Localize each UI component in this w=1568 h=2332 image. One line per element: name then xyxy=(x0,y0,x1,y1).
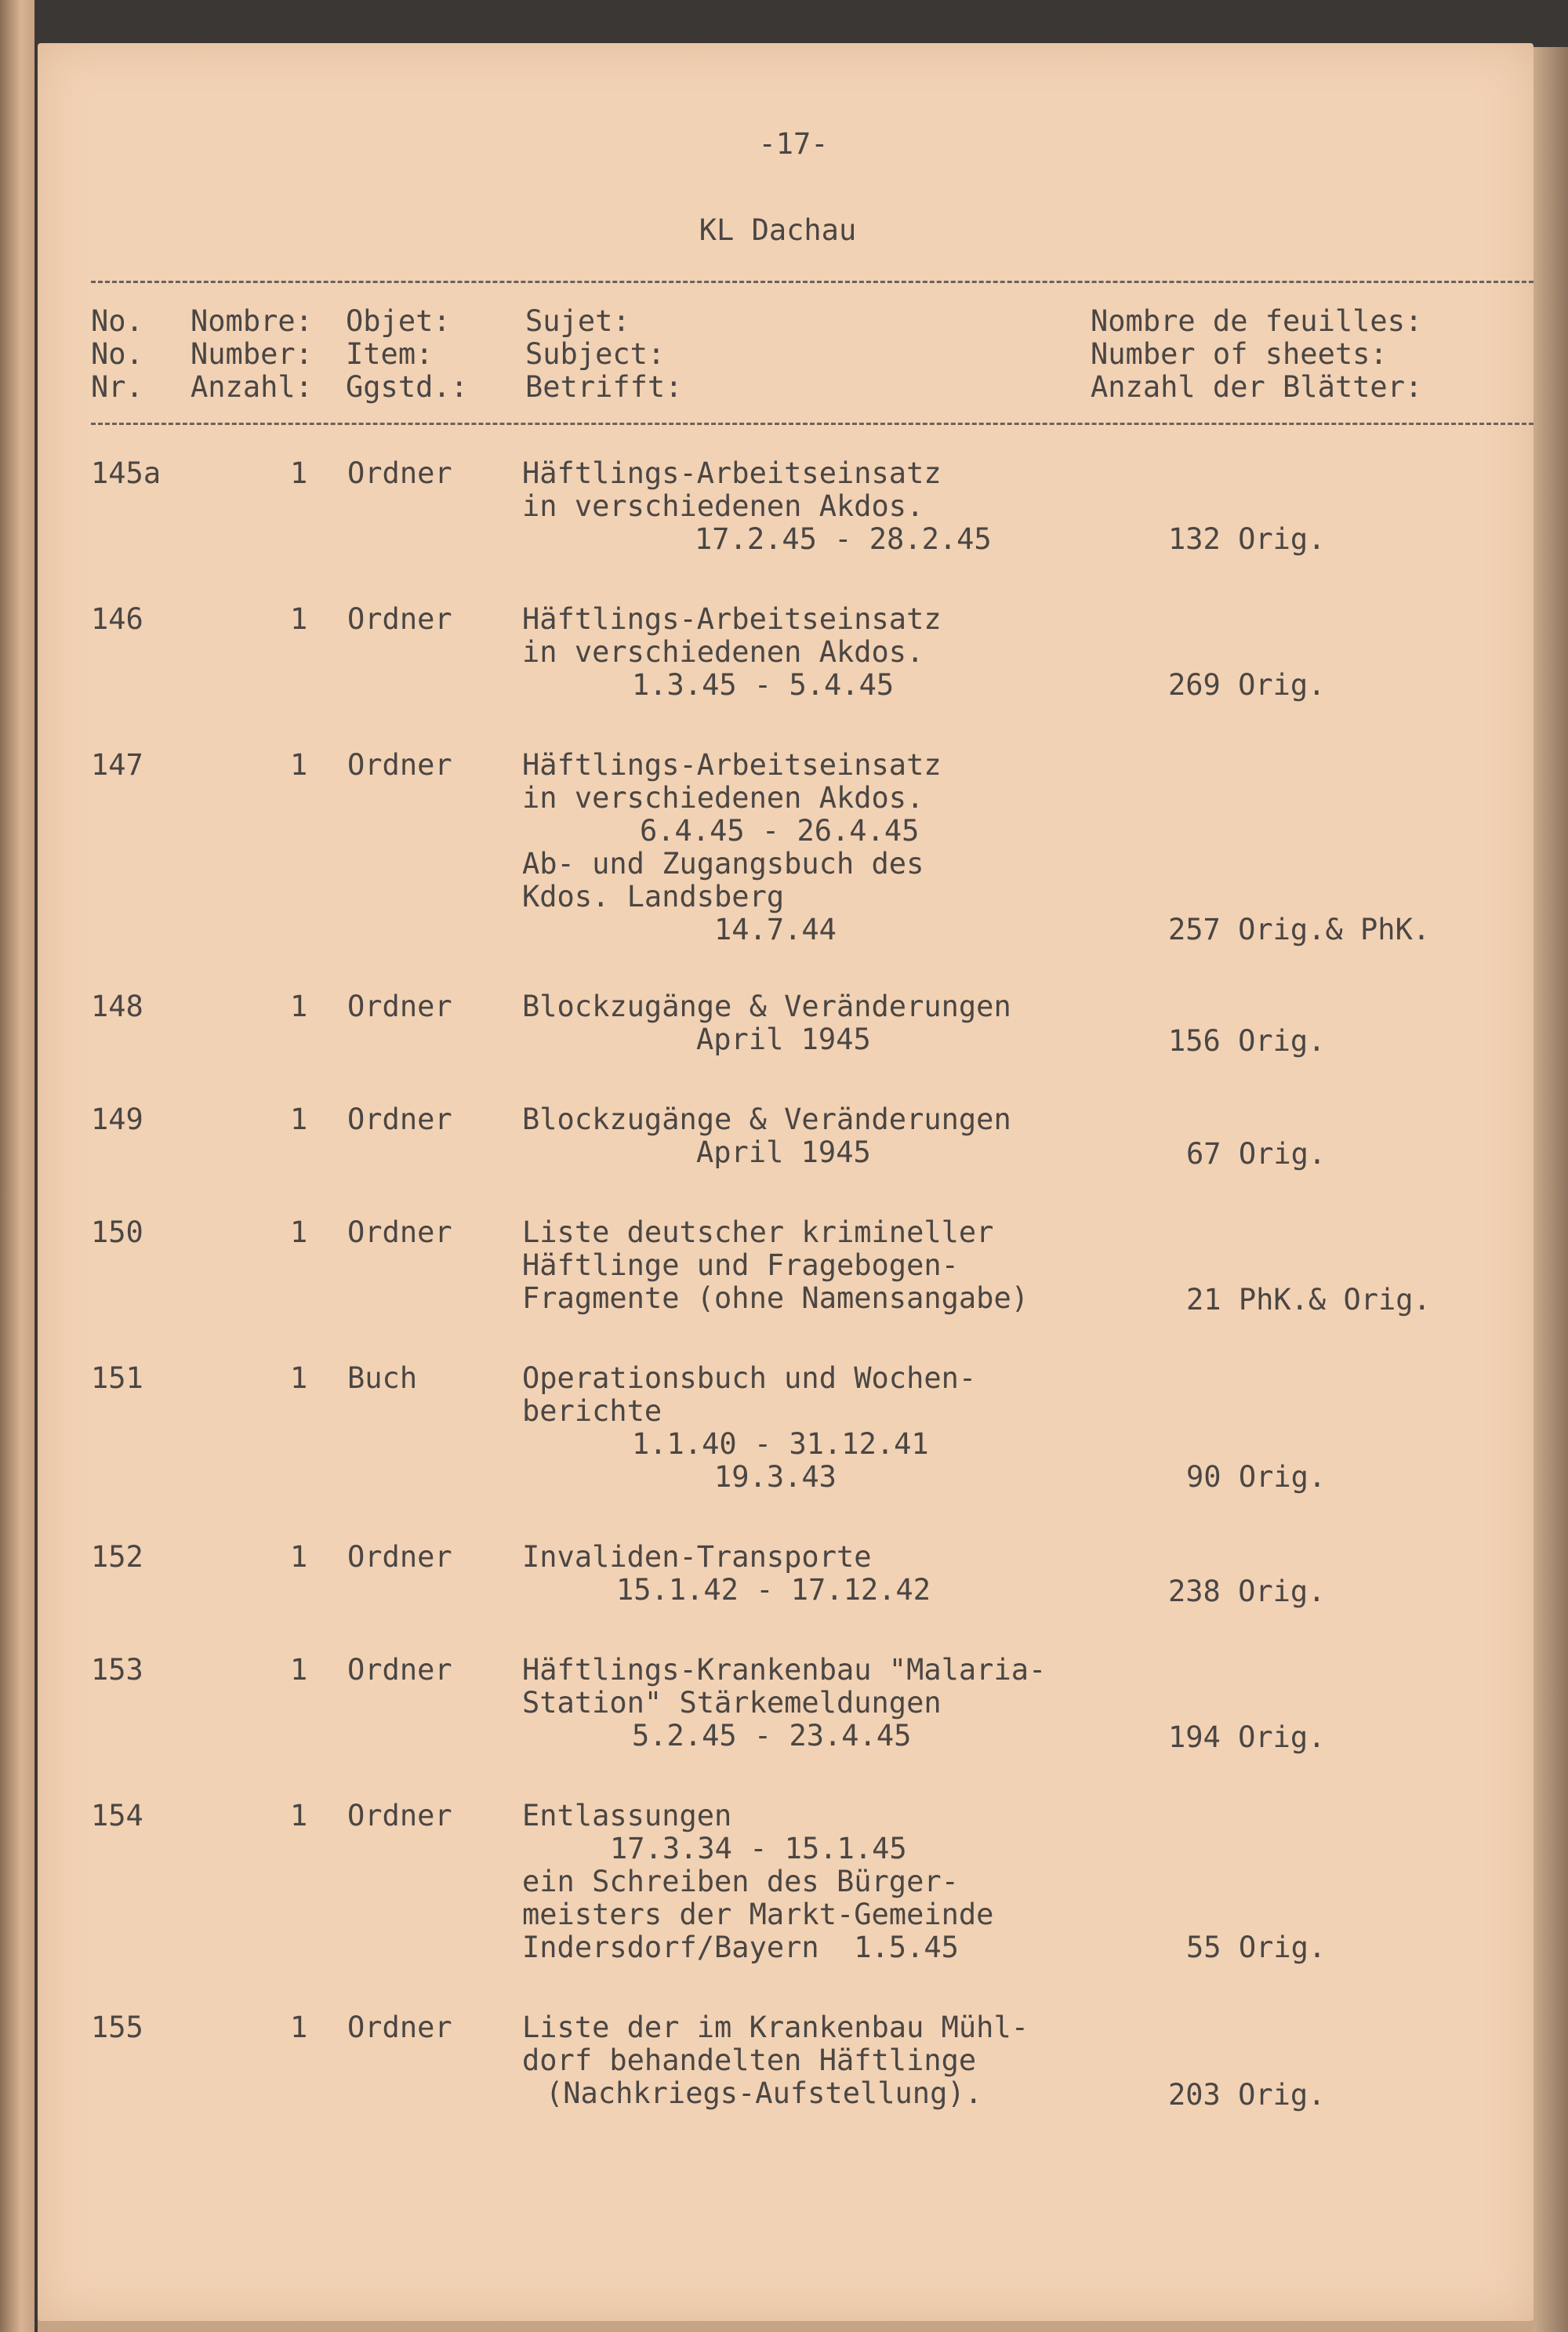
entry-subject: Liste der im Krankenbau Mühl- dorf behandelten Häftlinge (Nachkriegs-Aufstellung). xyxy=(522,2011,1029,2110)
entry-quantity: 1 xyxy=(290,1215,308,1249)
entry-number: 149 xyxy=(91,1102,143,1136)
entry-subject: Häftlings-Arbeitseinsatz in verschiedenen Akdos. 6.4.45 - 26.4.45 Ab- und Zugangsbuch des Kdos. Landsberg 14.7.44 xyxy=(522,748,942,946)
entry-sheets: 269 Orig. xyxy=(1168,668,1326,702)
entry-item: Ordner xyxy=(347,456,452,490)
entry-subject: Häftlings-Arbeitseinsatz in verschiedenen Akdos. 17.2.45 - 28.2.45 xyxy=(522,456,992,556)
entry-quantity: 1 xyxy=(290,1361,308,1395)
entry-sheets: 238 Orig. xyxy=(1168,1575,1326,1608)
entry-subject: Häftlings-Krankenbau "Malaria- Station" Stärkemeldungen 5.2.45 - 23.4.45 xyxy=(522,1653,1047,1753)
binding-edge-right xyxy=(1534,47,1568,2332)
entry-subject: Operationsbuch und Wochen- berichte 1.1.40 - 31.12.41 19.3.43 xyxy=(522,1361,977,1494)
entry-item: Ordner xyxy=(347,1215,452,1249)
adjacent-page-edge xyxy=(0,0,34,2332)
entry-quantity: 1 xyxy=(290,1540,308,1574)
entry-subject: Blockzugänge & Veränderungen April 1945 xyxy=(522,990,1011,1056)
list-item xyxy=(38,1800,1534,2030)
header-rule-bottom xyxy=(91,423,1534,425)
header-item: Objet: Item: Ggstd.: xyxy=(346,304,468,404)
entry-number: 147 xyxy=(91,748,143,782)
header-sheets: Nombre de feuilles: Number of sheets: Anzahl der Blätter: xyxy=(1091,304,1423,404)
entry-item: Ordner xyxy=(347,1653,452,1687)
header-rule-top xyxy=(91,281,1534,283)
entry-quantity: 1 xyxy=(290,1653,308,1687)
entry-quantity: 1 xyxy=(290,602,308,636)
entry-item: Ordner xyxy=(347,1799,452,1833)
entry-number: 151 xyxy=(91,1361,143,1395)
entry-quantity: 1 xyxy=(290,748,308,782)
entry-number: 148 xyxy=(91,990,143,1023)
entry-number: 154 xyxy=(91,1799,143,1833)
entry-subject: Blockzugänge & Veränderungen April 1945 xyxy=(522,1102,1011,1169)
entry-item: Ordner xyxy=(347,2011,452,2044)
entry-number: 146 xyxy=(91,602,143,636)
entry-subject: Häftlings-Arbeitseinsatz in verschiedenen Akdos. 1.3.45 - 5.4.45 xyxy=(522,602,942,702)
entry-number: 152 xyxy=(91,1540,143,1574)
entry-quantity: 1 xyxy=(290,1799,308,1833)
header-no: No. No. Nr. xyxy=(91,304,143,404)
entry-sheets: 55 Orig. xyxy=(1186,1931,1327,1964)
entry-subject: Invaliden-Transporte 15.1.42 - 17.12.42 xyxy=(522,1540,931,1607)
entry-number: 150 xyxy=(91,1215,143,1249)
entry-item: Buch xyxy=(347,1361,418,1395)
entry-item: Ordner xyxy=(347,748,452,782)
entry-item: Ordner xyxy=(347,990,452,1023)
page-number: -17- xyxy=(758,127,829,161)
document-page xyxy=(38,43,1534,2321)
list-item xyxy=(38,749,1534,979)
entry-quantity: 1 xyxy=(290,990,308,1023)
entry-sheets: 156 Orig. xyxy=(1168,1024,1326,1058)
entry-number: 155 xyxy=(91,2011,143,2044)
entry-sheets: 257 Orig.& PhK. xyxy=(1168,913,1431,946)
entry-sheets: 132 Orig. xyxy=(1168,522,1326,556)
entry-quantity: 1 xyxy=(290,2011,308,2044)
list-item xyxy=(38,2011,1534,2242)
header-subject: Sujet: Subject: Betrifft: xyxy=(525,304,683,404)
entry-sheets: 203 Orig. xyxy=(1168,2078,1326,2112)
entry-item: Ordner xyxy=(347,602,452,636)
entry-sheets: 21 PhK.& Orig. xyxy=(1186,1283,1431,1317)
entry-sheets: 90 Orig. xyxy=(1186,1460,1327,1494)
entry-quantity: 1 xyxy=(290,1102,308,1136)
entry-subject: Liste deutscher krimineller Häftlinge und Fragebogen- Fragmente (ohne Namensangabe) xyxy=(522,1215,1029,1315)
entry-subject: Entlassungen 17.3.34 - 15.1.45 ein Schreiben des Bürger- meisters der Markt-Gemeinde Indersdorf/Bayern 1.5.45 xyxy=(522,1799,994,1964)
document-title: KL Dachau xyxy=(699,213,857,247)
entry-item: Ordner xyxy=(347,1540,452,1574)
entry-number: 153 xyxy=(91,1653,143,1687)
entry-sheets: 194 Orig. xyxy=(1168,1720,1326,1754)
entry-quantity: 1 xyxy=(290,456,308,490)
entry-number: 145a xyxy=(91,456,162,490)
entry-sheets: 67 Orig. xyxy=(1186,1137,1327,1171)
entry-item: Ordner xyxy=(347,1102,452,1136)
header-quantity: Nombre: Number: Anzahl: xyxy=(191,304,313,404)
